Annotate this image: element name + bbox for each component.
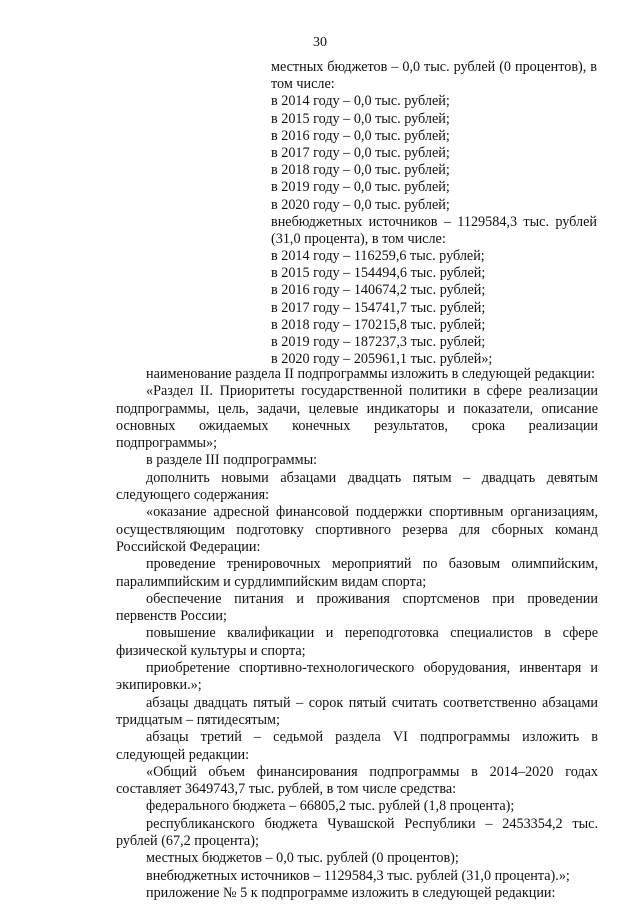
paragraph: дополнить новыми абзацами двадцать пятым – двадцать девятым следующего содержания:	[116, 469, 598, 504]
text-line: в 2017 году – 0,0 тыс. рублей;	[271, 144, 450, 161]
text-line: в 2019 году – 0,0 тыс. рублей;	[271, 179, 450, 196]
paragraph: повышение квалификации и переподготовка специалистов в сфере физической культуры и спорта;	[116, 625, 598, 659]
page-number: 30	[313, 35, 327, 50]
text-line: внебюджетных источников – 1129584,3 тыс. рублей	[271, 213, 597, 230]
text-line: в 2020 году – 205961,1 тыс. рублей»;	[271, 351, 493, 368]
paragraph: «Общий объем финансирования подпрограммы в 2014–2020 годах составляет 3649743,7 тыс. рублей, в том числе средства:	[116, 763, 598, 798]
document-body	[116, 366, 598, 902]
paragraph: абзацы третий – седьмой раздела VI подпрограммы изложить в следующей редакции:	[116, 729, 598, 763]
paragraph: проведение тренировочных мероприятий по базовым олимпийским, паралимпийским и сурдлимпийским видам спорта;	[116, 556, 598, 590]
text-line: в 2018 году – 170215,8 тыс. рублей;	[271, 316, 486, 333]
paragraph: обеспечение питания и проживания спортсменов при проведении первенств России;	[116, 590, 598, 625]
text-line: в 2016 году – 140674,2 тыс. рублей;	[271, 282, 486, 299]
paragraph: внебюджетных источников – 1129584,3 тыс. рублей (31,0 процента).»;	[146, 867, 570, 884]
text-line: в 2018 году – 0,0 тыс. рублей;	[271, 162, 450, 179]
text-line: в 2015 году – 0,0 тыс. рублей;	[271, 110, 450, 127]
paragraph: наименование раздела II подпрограммы изложить в следующей редакции:	[146, 366, 595, 382]
paragraph: федерального бюджета – 66805,2 тыс. рублей (1,8 процента);	[146, 798, 515, 815]
text-line: местных бюджетов – 0,0 тыс. рублей (0 процентов), в	[271, 59, 597, 75]
text-line: в 2015 году – 154494,6 тыс. рублей;	[271, 265, 486, 282]
text-line: том числе:	[271, 76, 335, 93]
paragraph: «Раздел II. Приоритеты государственной политики в сфере реализации подпрограммы, цель, задачи, целевые индикаторы и показатели, описание основных ожидаемых конечных результатов, срока реализации подпрограммы»;	[116, 383, 598, 452]
paragraph: «оказание адресной финансовой поддержки спортивным организациям, осуществляющим подготовку спортивного резерва для сборных команд Российской Федерации:	[116, 504, 598, 555]
text-line: в 2014 году – 0,0 тыс. рублей;	[271, 93, 450, 110]
paragraph: в разделе III подпрограммы:	[146, 452, 318, 469]
paragraph: приобретение спортивно-технологического оборудования, инвентаря и экипировки.»;	[116, 660, 598, 694]
text-line: (31,0 процента), в том числе:	[271, 230, 446, 247]
text-line: в 2017 году – 154741,7 тыс. рублей;	[271, 299, 486, 316]
funding-breakdown-block	[271, 59, 597, 368]
paragraph: абзацы двадцать пятый – сорок пятый считать соответственно абзацами тридцатым – пятидесятым;	[116, 694, 598, 728]
text-line: в 2019 году – 187237,3 тыс. рублей;	[271, 334, 486, 350]
paragraph: приложение № 5 к подпрограмме изложить в следующей редакции:	[146, 884, 556, 901]
text-line: в 2016 году – 0,0 тыс. рублей;	[271, 127, 450, 144]
text-line: в 2020 году – 0,0 тыс. рублей;	[271, 196, 450, 213]
paragraph: республиканского бюджета Чувашской Республики – 2453354,2 тыс. рублей (67,2 процента);	[116, 815, 598, 850]
text-line: в 2014 году – 116259,6 тыс. рублей;	[271, 248, 485, 265]
paragraph: местных бюджетов – 0,0 тыс. рублей (0 процентов);	[146, 850, 459, 867]
